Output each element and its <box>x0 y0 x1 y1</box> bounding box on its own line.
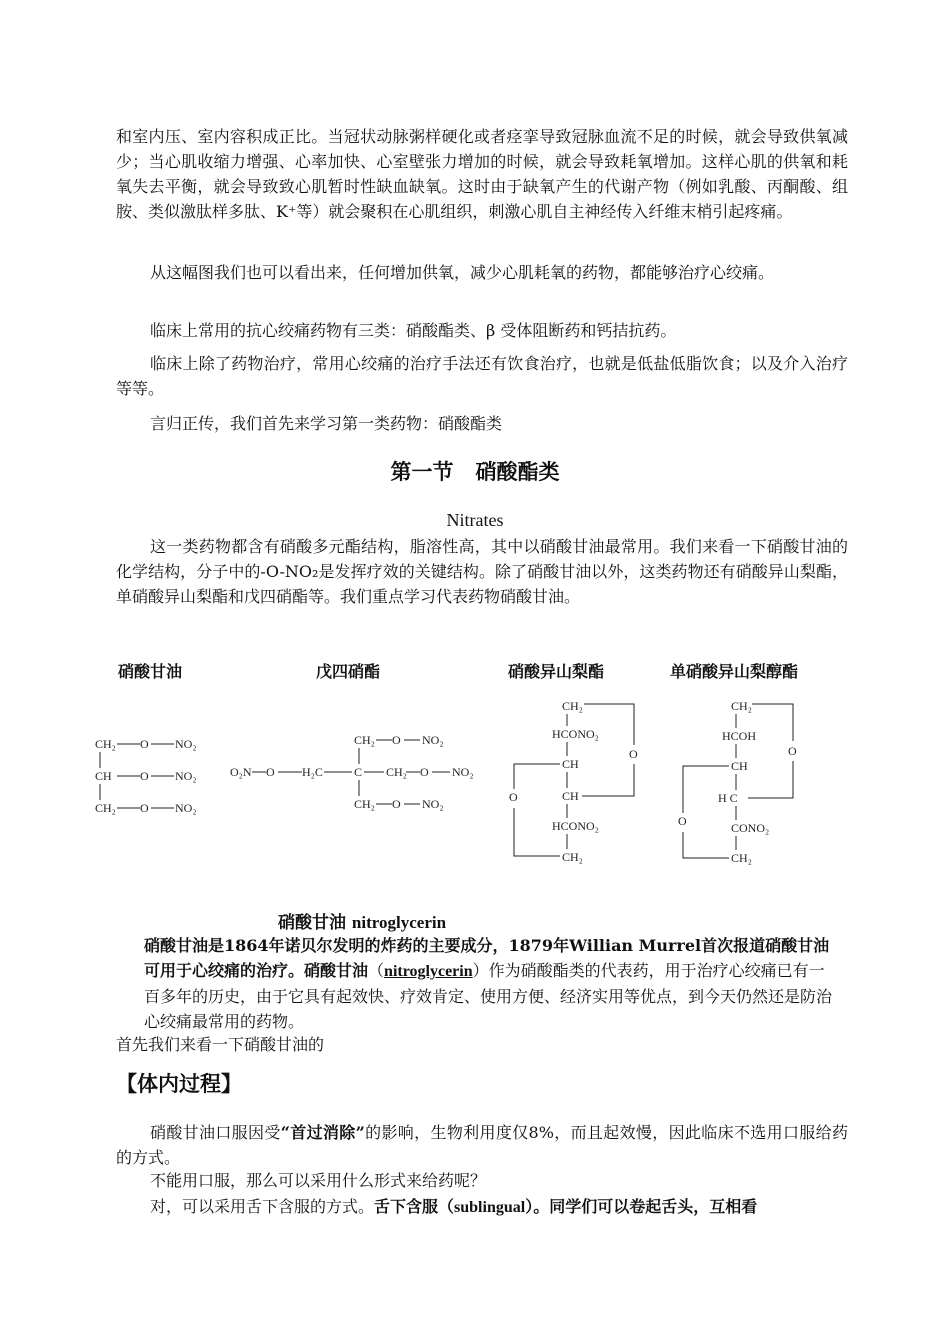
history-bold-text: 硝酸甘油是1864年诺贝尔发明的炸药的主要成分，1879年Willian Murrel首次报道硝酸甘油可用于心绞痛的治疗。 <box>144 936 830 980</box>
svg-text:HCONO₂: HCONO₂ <box>552 727 599 741</box>
paragraph-transition: 言归正传，我们首先来学习第一类药物：硝酸酯类 <box>150 414 503 433</box>
section-subtitle: Nitrates <box>446 510 504 530</box>
svg-text:CH₂: CH₂ <box>731 699 752 713</box>
sublingual-bold-en: sublingual <box>454 1199 526 1216</box>
caption-cn: 硝酸甘油 <box>278 913 346 933</box>
svg-text:C: C <box>354 765 363 779</box>
svg-text:O: O <box>140 769 149 783</box>
svg-text:NO₂: NO₂ <box>175 769 197 783</box>
paragraph-first-pass <box>116 1120 848 1170</box>
svg-text:CH₂: CH₂ <box>354 733 375 747</box>
svg-text:CH: CH <box>95 769 112 783</box>
svg-text:HCOH: HCOH <box>722 729 757 743</box>
section-number: 第一节 <box>390 460 454 484</box>
svg-text:CH₂: CH₂ <box>731 851 752 865</box>
svg-text:CH: CH <box>562 789 579 803</box>
label-ismn: 单硝酸异山梨醇酯 <box>670 662 799 681</box>
svg-text:O₂N: O₂N <box>230 765 252 779</box>
svg-text:CH₂: CH₂ <box>354 797 375 811</box>
svg-text:NO₂: NO₂ <box>452 765 474 779</box>
first-pass-post: 的影响，生物利用度仅8%，而且起效慢，因此临床不选用口服给药的方式。 <box>116 1123 848 1167</box>
svg-text:NO₂: NO₂ <box>175 801 197 815</box>
svg-text:CH₂: CH₂ <box>562 850 583 864</box>
svg-text:H C: H C <box>718 791 738 805</box>
svg-text:O: O <box>420 765 429 779</box>
section-title-pharmacokinetics: 【体内过程】 <box>116 1072 242 1096</box>
svg-text:NO₂: NO₂ <box>422 733 444 747</box>
drug-description: 作为硝酸酯类的代表药，用于治疗心绞痛已有一百多年的历史，由于它具有起效快、疗效肯定、使用方便、经济实用等优点，到今天仍然还是防治心绞痛最常用的药物。 <box>144 961 833 1031</box>
svg-text:O: O <box>788 744 797 758</box>
svg-text:O: O <box>509 790 518 804</box>
svg-text:NO₂: NO₂ <box>422 797 444 811</box>
svg-text:O: O <box>678 814 687 828</box>
structure-ismn <box>678 699 797 865</box>
nitroglycerin-intro-box: 硝酸甘油是1864年诺贝尔发明的炸药的主要成分，1879年Willian Murrel首次报道硝酸甘油可用于心绞痛的治疗。硝酸甘油（nitroglycerin）作为硝酸酯类的代表药，用于治疗心绞痛已有一百多年的历史，由于它具有起效快、疗效肯定、使用方便、经济实用等优点，到今天仍然还是防治心绞痛最常用的药物。 <box>144 936 833 1031</box>
svg-text:CH₂: CH₂ <box>95 737 116 751</box>
svg-text:CH₂: CH₂ <box>562 699 583 713</box>
structure-caption <box>278 908 446 933</box>
svg-text:CH: CH <box>562 757 579 771</box>
svg-text:CONO₂: CONO₂ <box>731 821 770 835</box>
paragraph-sublingual <box>116 1194 848 1220</box>
paragraph-question: 不能用口服，那么可以采用什么形式来给药呢？ <box>150 1171 487 1190</box>
svg-text:HCONO₂: HCONO₂ <box>552 819 599 833</box>
structure-isdn <box>509 699 638 864</box>
label-petn: 戊四硝酯 <box>316 662 381 681</box>
label-isdn: 硝酸异山梨酯 <box>508 662 605 681</box>
svg-text:O: O <box>140 801 149 815</box>
structure-nitroglycerin <box>95 737 197 815</box>
sublingual-bold-cn: 舌下含服（ <box>374 1197 455 1216</box>
svg-text:CH₂: CH₂ <box>95 801 116 815</box>
drug-name-cn: 硝酸甘油 <box>304 961 369 980</box>
paragraph-other-treatments: 临床上除了药物治疗，常用心绞痛的治疗手法还有饮食治疗，也就是低盐低脂饮食；以及介入治疗等等。 <box>116 354 848 398</box>
paragraph-three-classes: 临床上常用的抗心绞痛药物有三类：硝酸酯类、β 受体阻断药和钙拮抗药。 <box>150 321 677 340</box>
sublingual-bold-post: ）。同学们可以卷起舌头，互相看 <box>525 1197 758 1216</box>
svg-text:H₂C: H₂C <box>302 765 323 779</box>
svg-text:NO₂: NO₂ <box>175 737 197 751</box>
svg-text:O: O <box>140 737 149 751</box>
svg-text:O: O <box>392 733 401 747</box>
section-title: 硝酸酯类 <box>475 460 560 484</box>
sublingual-pre: 对，可以采用舌下含服的方式。 <box>150 1197 375 1216</box>
paragraph-supply-demand: 从这幅图我们也可以看出来，任何增加供氧，减少心肌耗氧的药物，都能够治疗心绞痛。 <box>150 263 775 282</box>
svg-text:O: O <box>392 797 401 811</box>
first-pass-pre: 硝酸甘油口服因受 <box>150 1123 281 1142</box>
paragraph-intro: 和室内压、室内容积成正比。当冠状动脉粥样硬化或者痉挛导致冠脉血流不足的时候，就会导致供氧减少；当心肌收缩力增强、心率加快、心室壁张力增加的时候，就会导致耗氧增加。这样心肌的供氧和耗氧失去平衡，就会导致致心肌暂时性缺血缺氧。这时由于缺氧产生的代谢产物（例如乳酸、丙酮酸、组胺、类似激肽样多肽、K⁺等）就会聚积在心肌组织，刺激心肌自主神经传入纤维末梢引起疼痛。 <box>116 127 848 221</box>
label-nitroglycerin: 硝酸甘油 <box>118 662 183 681</box>
svg-text:CH₂: CH₂ <box>386 765 407 779</box>
caption-en: nitroglycerin <box>351 913 447 932</box>
first-pass-bold: “首过消除” <box>280 1123 365 1142</box>
svg-text:O: O <box>629 747 638 761</box>
svg-text:O: O <box>266 765 275 779</box>
paragraph-nitrates: 这一类药物都含有硝酸多元酯结构，脂溶性高，其中以硝酸甘油最常用。我们来看一下硝酸甘油的化学结构，分子中的-O-NO₂是发挥疗效的关键结构。除了硝酸甘油以外，这类药物还有硝酸异山梨酯，单硝酸异山梨酯和戊四硝酯等。我们重点学习代表药物硝酸甘油。 <box>116 537 848 606</box>
svg-text:CH: CH <box>731 759 748 773</box>
drug-name-en: nitroglycerin <box>384 963 473 980</box>
structure-petn <box>230 733 474 811</box>
lead-in-text: 首先我们来看一下硝酸甘油的 <box>116 1035 325 1054</box>
